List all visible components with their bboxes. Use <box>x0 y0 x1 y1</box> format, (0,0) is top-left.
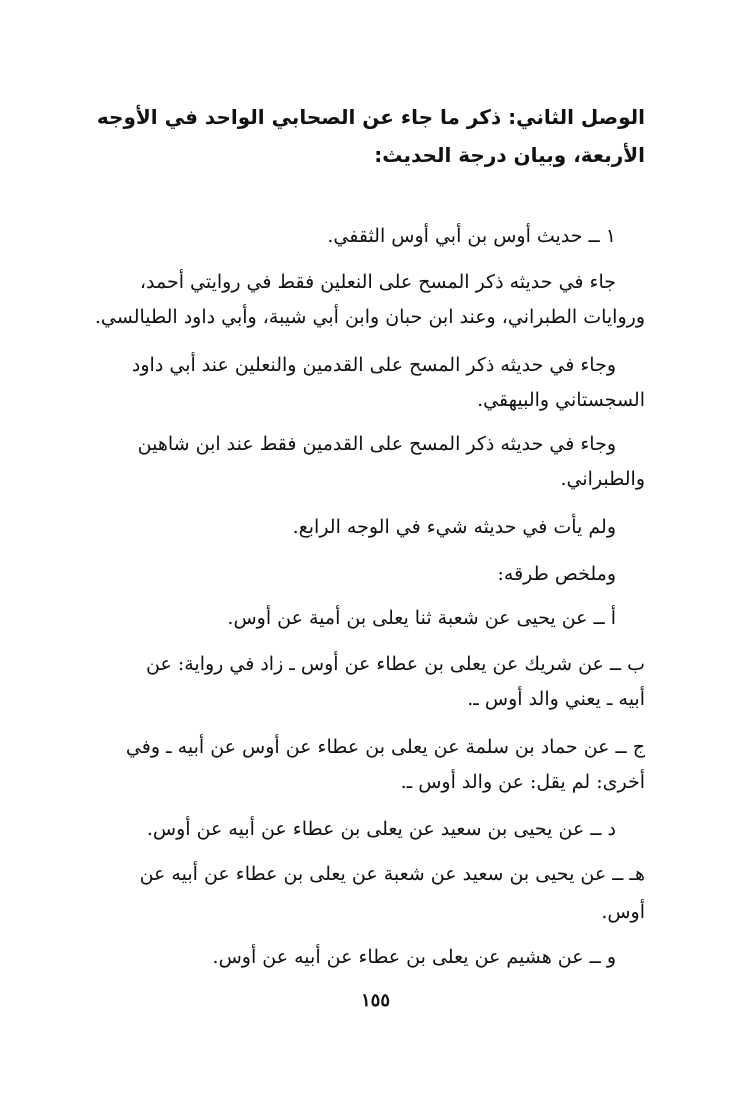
page-number: ١٥٥ <box>360 990 390 1011</box>
paragraph-sandals-line-1: جاء في حديثه ذكر المسح على النعلين فقط في روايتي أحمد، <box>139 271 616 293</box>
paragraph-fourth-aspect: ولم يأت في حديثه شيء في الوجه الرابع. <box>292 516 616 538</box>
route-ha-line-1: هـ ــ عن يحيى بن سعيد عن شعبة عن يعلى بن عطاء عن أبيه عن <box>139 863 645 885</box>
paragraph-feet-only-line-1: وجاء في حديثه ذكر المسح على القدمين فقط عند ابن شاهين <box>137 433 616 455</box>
route-jim-line-1: ج ــ عن حماد بن سلمة عن يعلى بن عطاء عن أوس عن أبيه ـ وفي <box>125 736 645 758</box>
paragraph-routes-summary: وملخص طرقه: <box>497 563 616 585</box>
hadith-title: ١ ــ حديث أوس بن أبي أوس الثقفي. <box>327 225 616 247</box>
route-ba-line-2: أبيه ـ يعني والد أوس ـ. <box>467 688 645 710</box>
paragraph-feet-sandals-line-2: السجستاني والبيهقي. <box>477 389 645 411</box>
route-alif: أ ــ عن يحيى عن شعبة ثنا يعلى بن أمية عن أوس. <box>227 607 616 629</box>
section-heading-line-2: الأربعة، وبيان درجة الحديث: <box>374 143 645 167</box>
route-ha-line-2: أوس. <box>601 901 645 923</box>
route-ba-line-1: ب ــ عن شريك عن يعلى بن عطاء عن أوس ـ زاد في رواية: عن <box>145 653 645 675</box>
route-jim-line-2: أخرى: لم يقل: عن والد أوس ـ. <box>400 771 645 793</box>
route-dal: د ــ عن يحيى بن سعيد عن يعلى بن عطاء عن أبيه عن أوس. <box>146 818 616 840</box>
paragraph-feet-sandals-line-1: وجاء في حديثه ذكر المسح على القدمين والنعلين عند أبي داود <box>131 354 616 376</box>
section-heading-line-1: الوصل الثاني: ذكر ما جاء عن الصحابي الواحد في الأوجه <box>96 105 645 129</box>
paragraph-sandals-line-2: وروايات الطبراني، وعند ابن حبان وابن أبي شيبة، وأبي داود الطيالسي. <box>94 306 645 328</box>
paragraph-feet-only-line-2: والطبراني. <box>560 468 645 490</box>
route-waw: و ــ عن هشيم عن يعلى بن عطاء عن أبيه عن أوس. <box>212 946 616 968</box>
